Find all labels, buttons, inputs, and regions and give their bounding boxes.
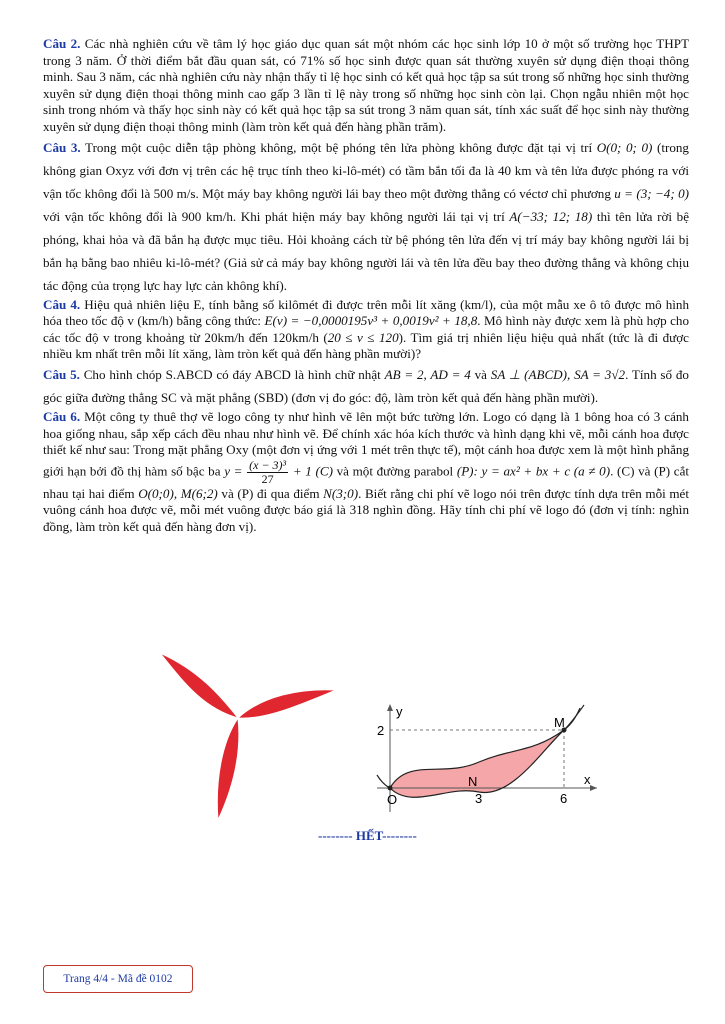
question-6-text-5: . Biết rằng chi phí vẽ logo nói trên được tính dựa trên mỗi mét vuông cánh hoa được vẽ, mỗi mét vuông được báo giá là 318 nghìn đồng. Hãy tính chi phí vẽ logo đó (đơn vị tính: nghìn đồng, làm tròn kết quả đến hàng đơn vị). [43,485,690,534]
speed-range: 20 ≤ v ≤ 120 [327,329,399,345]
cubic-numerator: (x − 3)³ [249,457,287,472]
flower-logo-image [150,650,340,860]
question-2-text: Các nhà nghiên cứu về tâm lý học giáo dục quan sát một nhóm các học sinh lớp 10 ở một số trường học THPT trong 3 năm. Ở thời điểm bắt đầu quan sát, có 71% số học sinh được quan sát thường xuyên sử dụng điện thoại thông minh. Sau 3 năm, các nhà nghiên cứu này nhận thấy tỉ lệ học sinh có kết quả học tập sa sút trong số những học sinh thường xuyên sử dụng điện thoại thông minh cao gấp 3 lần tỉ lệ này trong số những học sinh còn lại. Chọn ngẫu nhiên một học sinh trong nhóm và thấy học sinh này có kết quả học tập sa sút trong 3 năm quan sát, tính xác suất để học sinh này thường xuyên sử dụng điện thoại thông minh (làm tròn kết quả đến hàng phần trăm). [43,36,689,134]
question-3-text-1: Trong một cuộc diễn tập phòng không, một bệ phóng tên lửa phòng không được đặt tại vị trí [85,139,593,155]
question-2 [43,36,689,136]
question-3 [43,136,689,297]
question-4-text-3: ). Tìm giá trị nhiên liệu hiệu quả nhất (tức là đi được nhiều km nhất trên mỗi lít xăng, làm tròn kết quả đến hàng phần mười)? [43,329,689,362]
end-marker: -------- HẾT-------- [318,828,417,843]
x-axis-arrow-icon [590,785,597,791]
cubic-lhs: y = [224,463,243,479]
question-6-text-4: và (P) đi qua điểm [221,485,320,501]
exam-page-content [43,36,689,536]
tick-label-3: 3 [475,791,483,806]
page-footer-text: Trang 4/4 - Mã đề 0102 [63,973,173,985]
question-6 [43,409,689,536]
perpendicular-condition: SA ⊥ (ABCD), [490,366,571,382]
label-n: N [468,774,478,789]
question-5 [43,363,689,409]
question-6-text-1: Một công ty thuê thợ vẽ logo công ty như hình vẽ lên một bức tường lớn. Logo có dạng là 1 bông hoa có 3 cánh hoa giống nhau, sắp xếp cách đều nhau như hình vẽ. Để chính xác hóa kích thước và hình dạng khi vẽ, mỗi cánh hoa được thiết kế như sau: Trong mặt phẳng Oxy (một đơn vị ứng với 1 mét trên thực tế), một cánh hoa được xem là một hình phẳng giới hạn bởi đồ thị hàm số bậc ba [43,408,689,479]
point-n: N(3;0) [323,485,359,501]
point-a: A(−33; 12; 18) [509,208,593,224]
petal-top [160,653,238,718]
origin-point: O(0; 0; 0) [596,139,653,155]
question-3-text-2: (trong không gian Oxyz với đơn vị trên các hệ trục tính theo ki-lô-mét) có tầm bắn tối đa là 40 km và tên lửa được phóng ra với vận tốc không đổi là 500 m/s. Một máy bay không người lái bay theo một đường thẳng có véctơ chỉ phương [43,139,689,201]
page-footer-box [43,965,193,993]
y-axis-arrow-icon [387,704,393,711]
direction-vector: u = (3; −4; 0) [614,185,689,201]
question-4 [43,297,689,363]
question-4-text-1: Hiệu quả nhiên liệu E, tính bằng số kilômét đi được trên mỗi lít xăng (km/l), của một mẫu xe ô tô được mô hình hóa theo tốc độ v (km/h) bằng công thức: [43,296,689,329]
question-6-text-3: . (C) và (P) cắt nhau tại hai điểm [43,463,690,501]
question-6-text-2: và một đường parabol [336,463,454,479]
fuel-formula: E(v) = −0,0000195v³ + 0,0019v² + 18,8 [264,313,478,329]
question-4-label: Câu 4. [43,296,81,312]
question-2-label: Câu 2. [43,36,81,51]
label-y: y [396,704,403,719]
question-5-text-2: và [474,366,487,382]
question-5-text-3: . Tính số đo góc giữa đường thẳng SC và mặt phẳng (SBD) (đơn vị đo góc: độ, làm tròn kết quả đến hàng phần mười). [43,366,689,405]
base-dimensions: AB = 2, AD = 4 [384,366,471,382]
question-3-text-3: với vận tốc không đổi là 900 km/h. Khi phát hiện máy bay không người lái tại vị trí [43,208,505,224]
petal-right [238,690,336,718]
question-4-text-2: . Mô hình này được xem là phù hợp cho các tốc độ v trong khoảng từ 20km/h đến 120km/h ( [43,313,690,345]
petal-graph [372,700,602,815]
tick-label-2: 2 [377,723,385,738]
point-o-marker [388,786,393,791]
parabola-equation: (P): y = ax² + bx + c (a ≠ 0) [456,463,611,479]
label-x: x [584,772,591,787]
cubic-denominator: 27 [261,471,274,486]
intersection-points: O(0;0), M(6;2) [138,485,218,501]
label-o: O [387,792,398,807]
question-5-label: Câu 5. [43,366,80,382]
petal-bottom [217,718,239,820]
sa-length: SA = 3√2 [574,366,626,382]
question-6-label: Câu 6. [43,408,81,424]
cubic-fraction [247,459,288,486]
question-3-label: Câu 3. [43,139,81,155]
tick-label-6: 6 [560,791,568,806]
question-3-text-4: thì tên lửa rời bệ phóng, khai hỏa và đã bắn hạ được mục tiêu. Hỏi khoảng cách từ bệ phóng tên lửa đến vị trí máy bay không người lái bị bắn hạ bằng bao nhiêu ki-lô-mét? (Giả sử cả máy bay không người lái và tên lửa đều bay theo đường thẳng và không chịu tác động của trọng lực hay lực cản không khí). [43,208,690,293]
question-5-text-1: Cho hình chóp S.ABCD có đáy ABCD là hình chữ nhật [83,366,381,382]
label-m: M [554,715,565,730]
cubic-rhs: + 1 (C) [292,463,333,479]
